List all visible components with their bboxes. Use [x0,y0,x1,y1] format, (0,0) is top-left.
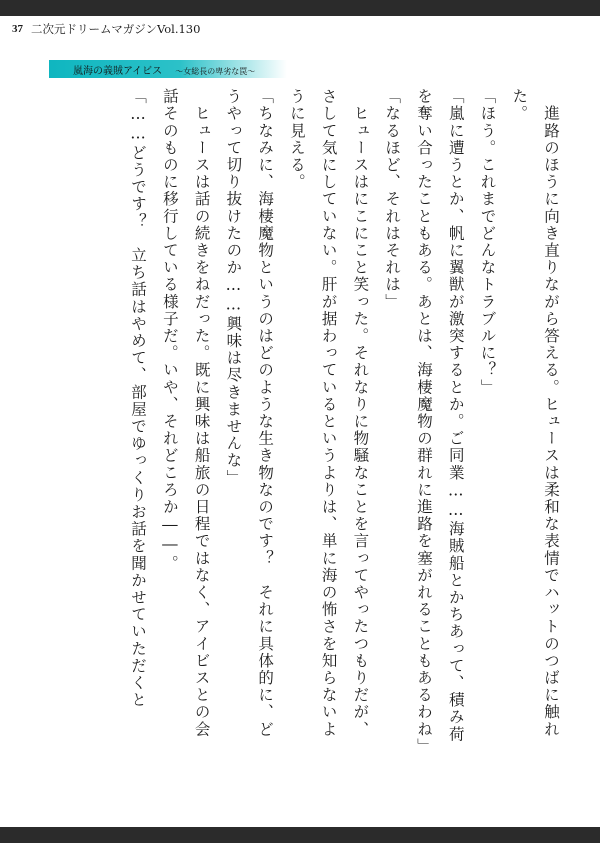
body-text [34,88,566,755]
paragraph: ヒュースはにこにこと笑った。それなりに物騒なことを言ってやったつもりだが、さして気にしていない。肝が据わっているというよりは、単に海の怖さを知らないように見える。 [287,88,370,738]
paragraph: 「……どうです？ 立ち話はやめて、部屋でゆっくりお話を聞かせていただくと [129,88,148,709]
paragraph: 「嵐に遭うとか、帆に翼獣が激突するとか。ご同業……海賊船とかちあって、積み荷を奪い合ったこともある。あとは、海棲魔物の群れに進路を塞がれることもあるわね」 [414,88,465,755]
magazine-title: 二次元ドリームマガジンVol.130 [31,22,201,36]
chapter-subtitle: ～女総長の卑劣な罠～ [175,66,256,76]
paragraph: 「ちなみに、海棲魔物というのはどのような生き物なのです？ それに具体的に、どうやって切り抜けたのか……興味は尽きませんな」 [224,88,275,738]
paragraph: 「なるほど、それはそれは」 [383,88,402,311]
page-number: 37 [12,23,23,35]
chapter-banner [49,60,287,78]
viewer-top-bar [0,0,600,16]
chapter-banner-text [49,62,255,77]
paragraph: 「ほう。これまでどんなトラブルに？」 [478,88,497,396]
paragraph: ヒュースは話の続きをねだった。既に興味は船旅の日程ではなく、アイビスとの会話そのものに移行している様子だ。いや、それどころか――。 [160,88,211,738]
page-header [0,16,600,42]
chapter-title: 嵐海の義賊アイビス [73,65,163,77]
viewer-bottom-bar [0,827,600,843]
paragraph: 進路のほうに向き直りながら答える。ヒュースは柔和な表情でハットのつばに触れた。 [510,88,560,738]
